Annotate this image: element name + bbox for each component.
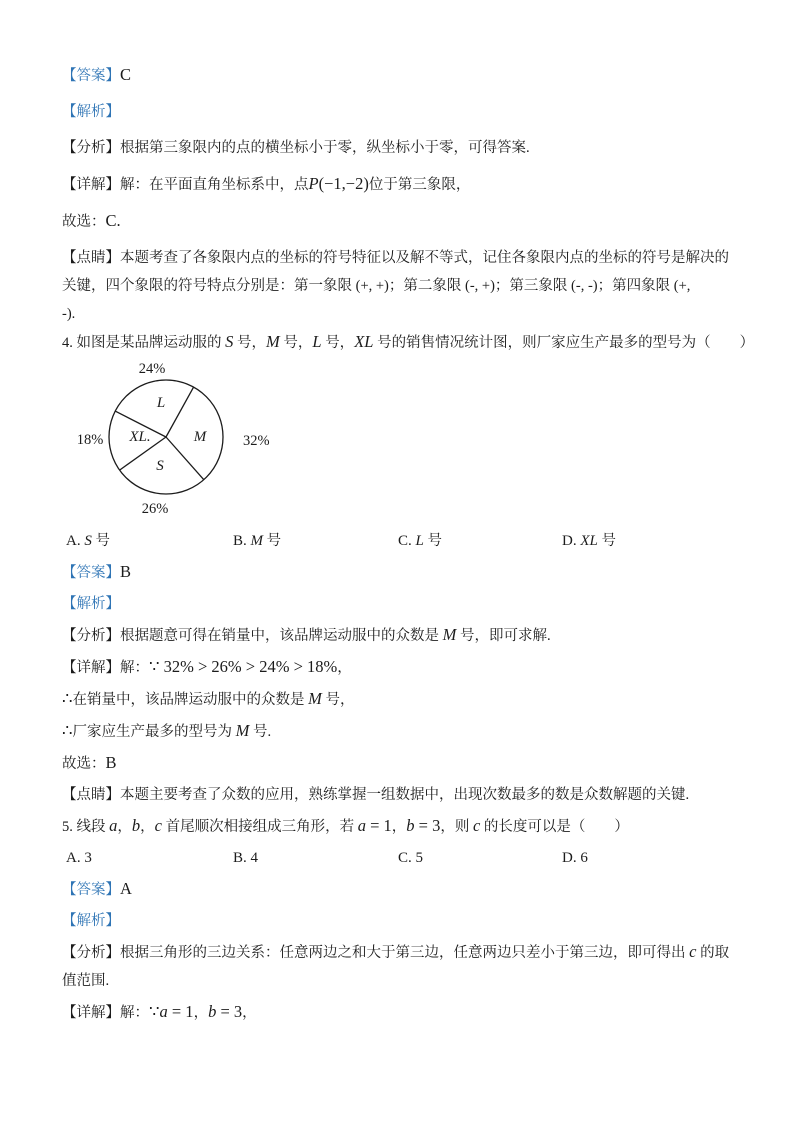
text-line [62, 244, 729, 272]
text-segment: S [84, 533, 92, 549]
answer-line-q5 [62, 875, 718, 904]
text-segment: 【分析】根据第三象限内的点的横坐标小于零，纵坐标小于零，可得答案. [62, 140, 530, 156]
document-part1 [62, 61, 755, 357]
text-segment: D. [562, 533, 581, 549]
tip-paragraph-q4 [62, 781, 718, 809]
text-segment: A. [66, 533, 85, 549]
text-segment: -). [62, 306, 76, 322]
analysis-line-q4 [62, 621, 718, 650]
text-segment: 号 [263, 533, 282, 549]
text-segment: ， [117, 819, 132, 835]
text-segment: C. [105, 211, 121, 230]
text-segment: b [208, 1002, 217, 1021]
text-segment: C [120, 65, 132, 84]
pie-label-l: L [156, 395, 166, 411]
text-segment: = 3 [216, 1002, 243, 1021]
text-line [62, 272, 718, 300]
text-segment: L [415, 533, 424, 549]
text-segment: 号， [321, 692, 355, 708]
therefore-line-2-q4 [62, 717, 718, 746]
text-segment: 【分析】根据三角形的三边关系：任意两边之和大于第三边，任意两边只差小于第三边，即可得出 [62, 945, 690, 961]
text-segment: 号. [249, 724, 272, 740]
text-segment: B [120, 562, 132, 581]
text-segment: c [689, 942, 697, 961]
option-B [233, 844, 258, 872]
analysis-header-q4 [62, 590, 718, 618]
document-part2 [62, 527, 730, 1027]
text-segment: = 1 [365, 816, 392, 835]
text-segment: 【解析】 [62, 913, 120, 929]
question-4-stem [62, 328, 755, 357]
text-segment: a [159, 1002, 168, 1021]
option-A [66, 844, 92, 872]
text-segment: P [308, 174, 319, 193]
text-segment: D. 6 [562, 850, 588, 866]
text-segment: c [154, 816, 162, 835]
text-segment: 位于第三象限， [368, 177, 471, 193]
text-segment: 首尾顺次相接组成三角形，若 [161, 819, 358, 835]
text-segment: ， [391, 819, 407, 835]
therefore-line-1-q4 [62, 685, 718, 714]
text-segment: 【分析】根据题意可得在销量中，该品牌运动服中的众数是 [62, 628, 443, 644]
text-segment: (−1,−2) [318, 174, 369, 193]
text-segment: 4. 如图是某品牌运动服的 [62, 335, 226, 351]
answer-line-q4 [62, 558, 718, 587]
text-segment: 号 [597, 533, 616, 549]
pie-divider-l-m [166, 387, 194, 437]
text-segment: 【详解】解： [62, 660, 149, 676]
analysis-header-q3 [62, 98, 718, 126]
text-segment: ， [193, 1005, 209, 1021]
text-segment: 的长度可以是（ ） [480, 819, 629, 835]
text-segment: 号的销售情况统计图，则厂家应生产最多的型号为（ ） [373, 335, 755, 351]
text-segment: 【解析】 [62, 104, 120, 120]
detail-line-q3 [62, 170, 718, 199]
text-segment: ， [337, 660, 352, 676]
text-segment: B. [233, 533, 251, 549]
option-C [398, 844, 423, 872]
text-segment: L [312, 332, 322, 351]
tip-paragraph-q3 [62, 244, 729, 328]
text-segment: S [225, 332, 234, 351]
text-segment: ∴ [62, 721, 73, 740]
question-5-stem [62, 812, 718, 841]
document-body [62, 61, 755, 1030]
option-A [66, 527, 110, 555]
answer-line-q3 [62, 61, 718, 90]
text-segment: 值范围. [62, 973, 110, 989]
option-C [398, 527, 442, 555]
text-line [62, 967, 718, 995]
pie-chart [62, 357, 342, 527]
text-segment: C. 5 [398, 850, 424, 866]
text-segment: a [109, 816, 118, 835]
text-segment: B [105, 753, 117, 772]
text-segment: 【点睛】本题考查了各象限内点的坐标的符号特征以及解不等式，记住各象限内点的坐标的符号是解决的 [62, 250, 729, 266]
text-segment: ， [242, 1005, 257, 1021]
text-segment: ， [140, 819, 155, 835]
detail-line-q5 [62, 998, 718, 1027]
analysis-paragraph-q5 [62, 938, 730, 995]
text-segment: 的取 [696, 945, 730, 961]
text-segment: b [406, 816, 415, 835]
pie-label-m: M [193, 429, 207, 445]
text-segment: ∵ 32% > 26% > 24% > 18% [149, 657, 338, 676]
option-D [562, 844, 588, 872]
pie-percent-18: 18% [76, 432, 104, 448]
text-segment: M [250, 533, 264, 549]
text-segment: 5. 线段 [62, 819, 110, 835]
detail-line-q4 [62, 653, 718, 682]
choose-line-q4 [62, 749, 718, 778]
options-row-q4 [62, 527, 718, 555]
analysis-header-q5 [62, 907, 718, 935]
text-segment: a [357, 816, 366, 835]
text-segment: 【点睛】本题主要考查了众数的应用，熟练掌握一组数据中，出现次数最多的数是众数解题的关键. [62, 787, 690, 803]
options-row-q5 [62, 844, 718, 872]
text-segment: 【详解】解： [62, 1005, 149, 1021]
pie-label-s: S [156, 458, 164, 474]
text-segment: 关键，四个象限的符号特点分别是：第一象限 (+, +)；第二象限 (-, +)；第三象限 (-, -)；第四象限 (+, [62, 278, 691, 294]
text-segment: ∵ [149, 1002, 160, 1021]
option-B [233, 527, 281, 555]
pie-label-xl: XL. [129, 429, 151, 445]
text-segment: 号， [321, 335, 355, 351]
text-segment: 在销量中，该品牌运动服中的众数是 [72, 692, 309, 708]
text-segment: 故选： [62, 756, 106, 772]
text-segment: M [235, 721, 250, 740]
text-segment: 号 [91, 533, 110, 549]
text-segment: 号，即可求解. [456, 628, 551, 644]
text-segment: B. 4 [233, 850, 259, 866]
text-segment: 厂家应生产最多的型号为 [72, 724, 236, 740]
text-segment: 【答案】 [62, 882, 120, 898]
pie-percent-24: 24% [138, 361, 166, 377]
text-segment: = 3 [414, 816, 441, 835]
text-segment: M [308, 689, 322, 708]
text-line [62, 938, 730, 967]
text-segment: 【答案】 [62, 565, 120, 581]
text-segment: ∴ [62, 689, 73, 708]
text-segment: C. [398, 533, 416, 549]
text-line [62, 300, 718, 328]
text-segment: b [131, 816, 141, 835]
text-segment: c [472, 816, 481, 835]
text-segment: 号， [279, 335, 313, 351]
text-segment: M [266, 332, 280, 351]
text-segment: A. 3 [66, 850, 92, 866]
text-segment: XL [580, 533, 598, 549]
text-segment: 号 [423, 533, 442, 549]
pie-percent-32: 32% [243, 433, 270, 449]
text-segment: 【详解】解：在平面直角坐标系中，点 [62, 177, 309, 193]
text-segment: XL [354, 332, 374, 351]
choose-line-q3 [62, 207, 718, 236]
text-segment: M [442, 625, 457, 644]
text-segment: A [120, 879, 132, 898]
text-segment: 【解析】 [62, 596, 120, 612]
text-segment: 【答案】 [62, 68, 120, 84]
text-segment: ，则 [440, 819, 473, 835]
text-segment: 号， [233, 335, 266, 351]
option-D [562, 527, 616, 555]
pie-chart-figure [62, 357, 718, 527]
text-segment: = 1 [167, 1002, 194, 1021]
pie-percent-26: 26% [141, 501, 169, 517]
analysis-line-q3 [62, 134, 718, 162]
text-segment: 故选： [62, 214, 106, 230]
